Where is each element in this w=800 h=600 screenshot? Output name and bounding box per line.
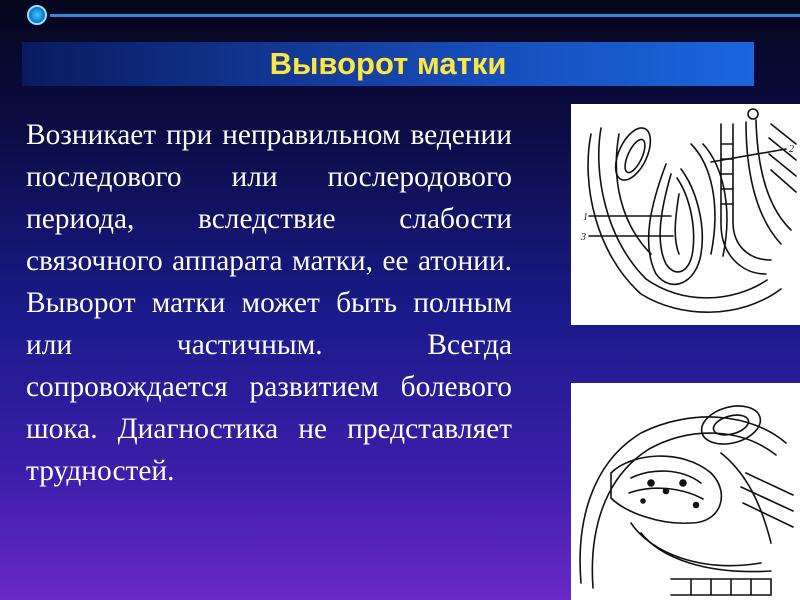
anatomical-illustration-top — [571, 104, 800, 325]
title-bar — [22, 42, 754, 86]
bullet-circle-icon — [27, 5, 47, 25]
slide-title: Выворот матки — [269, 46, 507, 81]
figure-label-3: 3 — [581, 232, 586, 243]
header-divider — [50, 14, 800, 17]
figure-label-2: 2 — [789, 144, 794, 155]
figure-label-1: 1 — [583, 212, 588, 223]
anatomical-illustration-bottom — [571, 383, 800, 600]
slide-body-text: Возникает при неправильном ведении последового или послеродового периода, вследствие слабости связочного аппарата матки, ее атонии. Выворот матки может быть полным или частичным. Всегда сопровождается развитием болевого шока. Диагностика не представляет трудностей. — [26, 119, 512, 487]
